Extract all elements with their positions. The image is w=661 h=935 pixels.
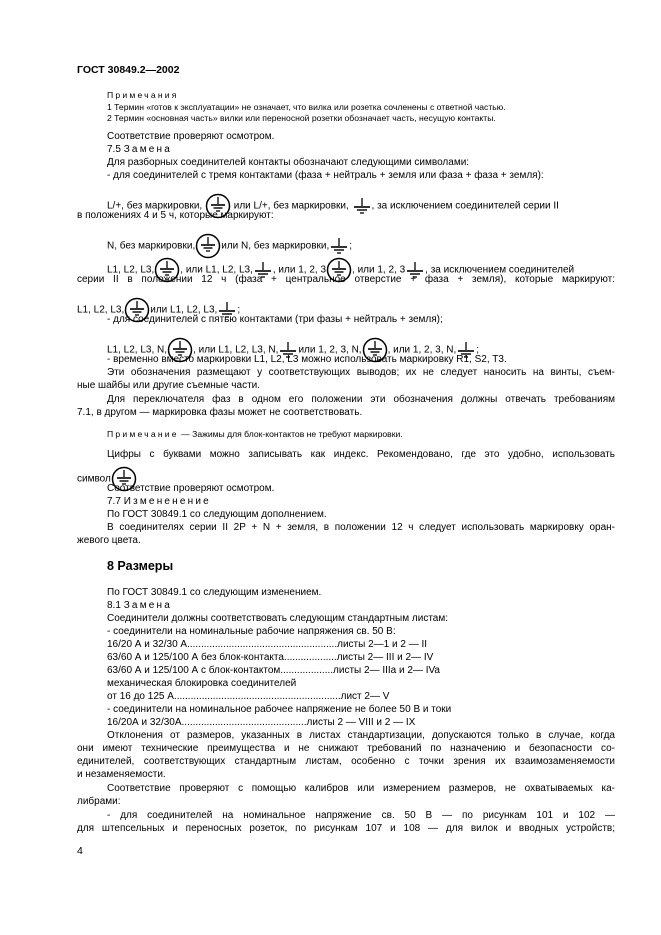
paragraph: Цифры с буквами можно записывать как индекс. Рекомендовано, где это удобно, использовать [107,449,615,460]
compliance-text: Соответствие проверяют осмотром. [107,483,275,494]
section-8-1: 8.1 Замена [107,600,173,611]
paragraph: единителей, соответствующих стандартным листам, особенно с точки зрения их взаимозаменяемости [77,756,615,767]
symbol-line-l: L/+, без маркировки, или L/+, без маркировки, , за исключением соединителей серии II [107,193,559,219]
paragraph: жевого цвета. [77,535,141,546]
section-8-title: 8 Размеры [107,559,174,573]
symbol-line-l123-alt: L1, L2, L3, или L1, L2, L3, ; [77,297,240,323]
paragraph: Отклонения от размеров, указанных в листах стандартизации, допускаются только в случае, когда [107,730,615,741]
section-7-5: 7.5 Замена [107,144,173,155]
paragraph-symbol: символ [77,466,137,492]
list-item: 63/60 А и 125/100 А без блок-контакта...................листы 2— III и 2— IV [107,652,434,663]
note-item-1: 1 Термин «готов к эксплуатации» не означает, что вилка или розетка сочленены с ответной частью. [107,102,506,112]
paragraph: либрами: [77,796,121,807]
paragraph: По ГОСТ 30849.1 со следующим изменением. [107,587,322,598]
section-7-7: 7.7 Измененение [107,496,211,507]
note-title: Примечания [107,90,179,100]
page-number: 4 [77,845,83,857]
list-item: механическая блокировка соединителей [107,678,297,689]
list-item: от 16 до 125 А............................................................лист 2— V [107,691,390,702]
document-header: ГОСТ 30849.2—2002 [77,64,180,76]
paragraph: Соответствие проверяют с помощью калибров или измерением размеров, не охватываемых ка- [107,783,615,794]
note-item-2: 2 Термин «основная часть» вилки или переносной розетки обозначает часть, несущую контакты. [107,113,496,123]
list-item: для штепсельных и переносных розеток, по рисункам 107 и 108 — для вилок и вводных устройств; [77,823,615,834]
compliance-text: Соответствие проверяют осмотром. [107,131,275,142]
list-item: - для соединителей с тремя контактами (фаза + нейтраль + земля или фаза + фаза + земля): [107,170,544,181]
paragraph: они имеют технические преимущества и не снижают требований по назначению и безопасности со- [77,743,615,754]
symbol-line-l123: L1, L2, L3, , или L1, L2, L3, , или 1, 2, 3 , или 1, 2, 3 , за исключением соединителей [107,257,574,283]
paragraph: 7.1, в другом — маркировка фазы может не соответствовать. [77,407,363,418]
list-item: 63/60 А и 125/100 А с блок-контактом...................листы 2— IIIa и 2— IVa [107,665,440,676]
paragraph: Для переключателя фаз в одном его положении эти обозначения должны отвечать требованиям [107,394,615,405]
list-item: 16/20 А и 32/30 А......................................................листы 2—1 и 2 — II [107,639,428,650]
paragraph: в положениях 4 и 5 ч, которые маркируют: [77,210,274,221]
paragraph: Соединители должны соответствовать следующим стандартным листам: [107,613,449,624]
paragraph: Для разборных соединителей контакты обозначают следующими символами: [107,157,470,168]
symbol-line-5: L1, L2, L3, N, , или L1, L2, L3, N, или 1, 2, 3, N, , или 1, 2, 3, N, ; [107,337,479,363]
symbol-line-n: N, без маркировки, или N, без маркировки, ; [107,233,352,259]
paragraph: Эти обозначения размещают у соответствующих выводов; их не следует наносить на винты, съем- [107,367,615,378]
list-item: - временно вместо маркировки L1, L2, L3 можно использовать маркировку R1, S2, T3. [107,354,507,365]
paragraph: По ГОСТ 30849.1 со следующим дополнением. [107,509,327,520]
list-item: - для соединителей с пятью контактами (три фазы + нейтраль + земля); [107,314,443,325]
paragraph: и незаменяемости. [77,769,166,780]
paragraph: В соединителях серии II 2P + N + земля, в положении 12 ч следует использовать маркировку оран- [107,522,615,533]
list-item: - соединители на номинальные рабочие напряжения св. 50 В: [107,626,396,637]
list-item: - для соединителей на номинальное напряжение св. 50 В — по рисункам 101 и 102 — [107,810,615,821]
ground-icon [352,197,372,215]
list-item: - соединители на номинальное рабочее напряжение не более 50 В и токи [107,704,452,715]
paragraph: ные шайбы или другие съемные части. [77,380,261,391]
protective-earth-icon [195,233,221,259]
list-item: 16/20А и 32/30А.............................................листы 2 — VIII и 2 — IX [107,717,416,728]
ground-icon [329,237,349,255]
note-2: Примечание — Зажимы для блок-контактов не требуют маркировки. [107,429,403,439]
paragraph: серии II в положении 12 ч (фаза + центральное отверстие + фаза + земля), которые маркируют: [77,274,615,285]
